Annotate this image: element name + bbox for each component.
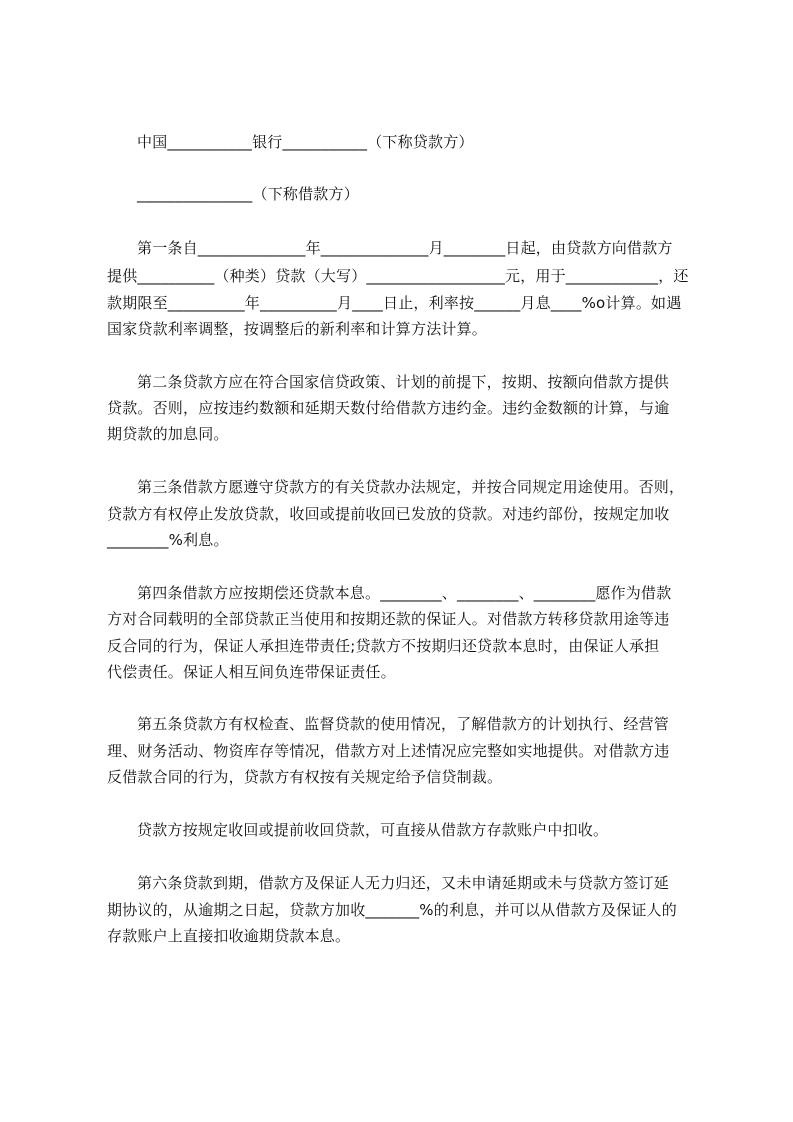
- lender-line: 中国___________银行___________（下称贷款方）: [137, 133, 474, 151]
- collection-note: 贷款方按规定收回或提前收回贷款，可直接从借款方存款账户中扣收。: [137, 821, 609, 839]
- article-5-line-2: 理、财务活动、物资库存等情况，借款方对上述情况应完整如实地提供。对借款方违: [107, 742, 670, 760]
- article-1-line-4: 国家贷款利率调整，按调整后的新利率和计算方法计算。: [107, 320, 488, 338]
- article-2-line-1: 第二条贷款方应在符合国家信贷政策、计划的前提下，按期、按额向借款方提供: [137, 373, 670, 391]
- article-1-line-1: 第一条自______________年______________月________日起，由贷款方向借款方: [137, 239, 673, 257]
- article-1-line-3: 款期限至__________年__________月____日止，利率按______月息____%o计算。如遇: [107, 294, 682, 312]
- article-3-line-3: ________%利息。: [107, 531, 229, 549]
- article-6-line-1: 第六条贷款到期，借款方及保证人无力归还，又未申请延期或未与贷款方签订延: [137, 874, 670, 892]
- article-4-line-3: 反合同的行为，保证人承担连带责任;贷款方不按期归还贷款本息时，由保证人承担: [107, 637, 660, 655]
- article-6-line-2: 期协议的，从逾期之日起，贷款方加收_______%的利息，并可以从借款方及保证人的: [107, 901, 677, 919]
- article-4-line-4: 代偿责任。保证人相互间负连带保证责任。: [107, 663, 396, 681]
- article-3-line-2: 贷款方有权停止发放贷款，收回或提前收回已发放的贷款。对违约部份，按规定加收: [107, 505, 670, 523]
- article-1-line-2: 提供__________（种类）贷款（大写）__________________元，用于____________，还: [107, 267, 689, 285]
- article-4-line-1: 第四条借款方应按期偿还贷款本息。________、________、________愿作为借款: [137, 584, 672, 602]
- article-2-line-2: 贷款。否则，应按违约数额和延期天数付给借款方违约金。违约金数额的计算，与逾: [107, 399, 670, 417]
- article-4-line-2: 方对合同载明的全部贷款正当使用和按期还款的保证人。对借款方转移贷款用途等违: [107, 610, 670, 628]
- article-5-line-3: 反借款合同的行为，贷款方有权按有关规定给予信贷制裁。: [107, 768, 503, 786]
- article-2-line-3: 期贷款的加息同。: [107, 425, 229, 443]
- borrower-line: _______________（下称借款方）: [137, 185, 359, 203]
- article-5-line-1: 第五条贷款方有权检查、监督贷款的使用情况，了解借款方的计划执行、经营管: [137, 715, 670, 733]
- article-3-line-1: 第三条借款方愿遵守贷款方的有关贷款办法规定，并按合同规定用途使用。否则，: [137, 478, 685, 496]
- article-6-line-3: 存款账户上直接扣收逾期贷款本息。: [107, 927, 351, 945]
